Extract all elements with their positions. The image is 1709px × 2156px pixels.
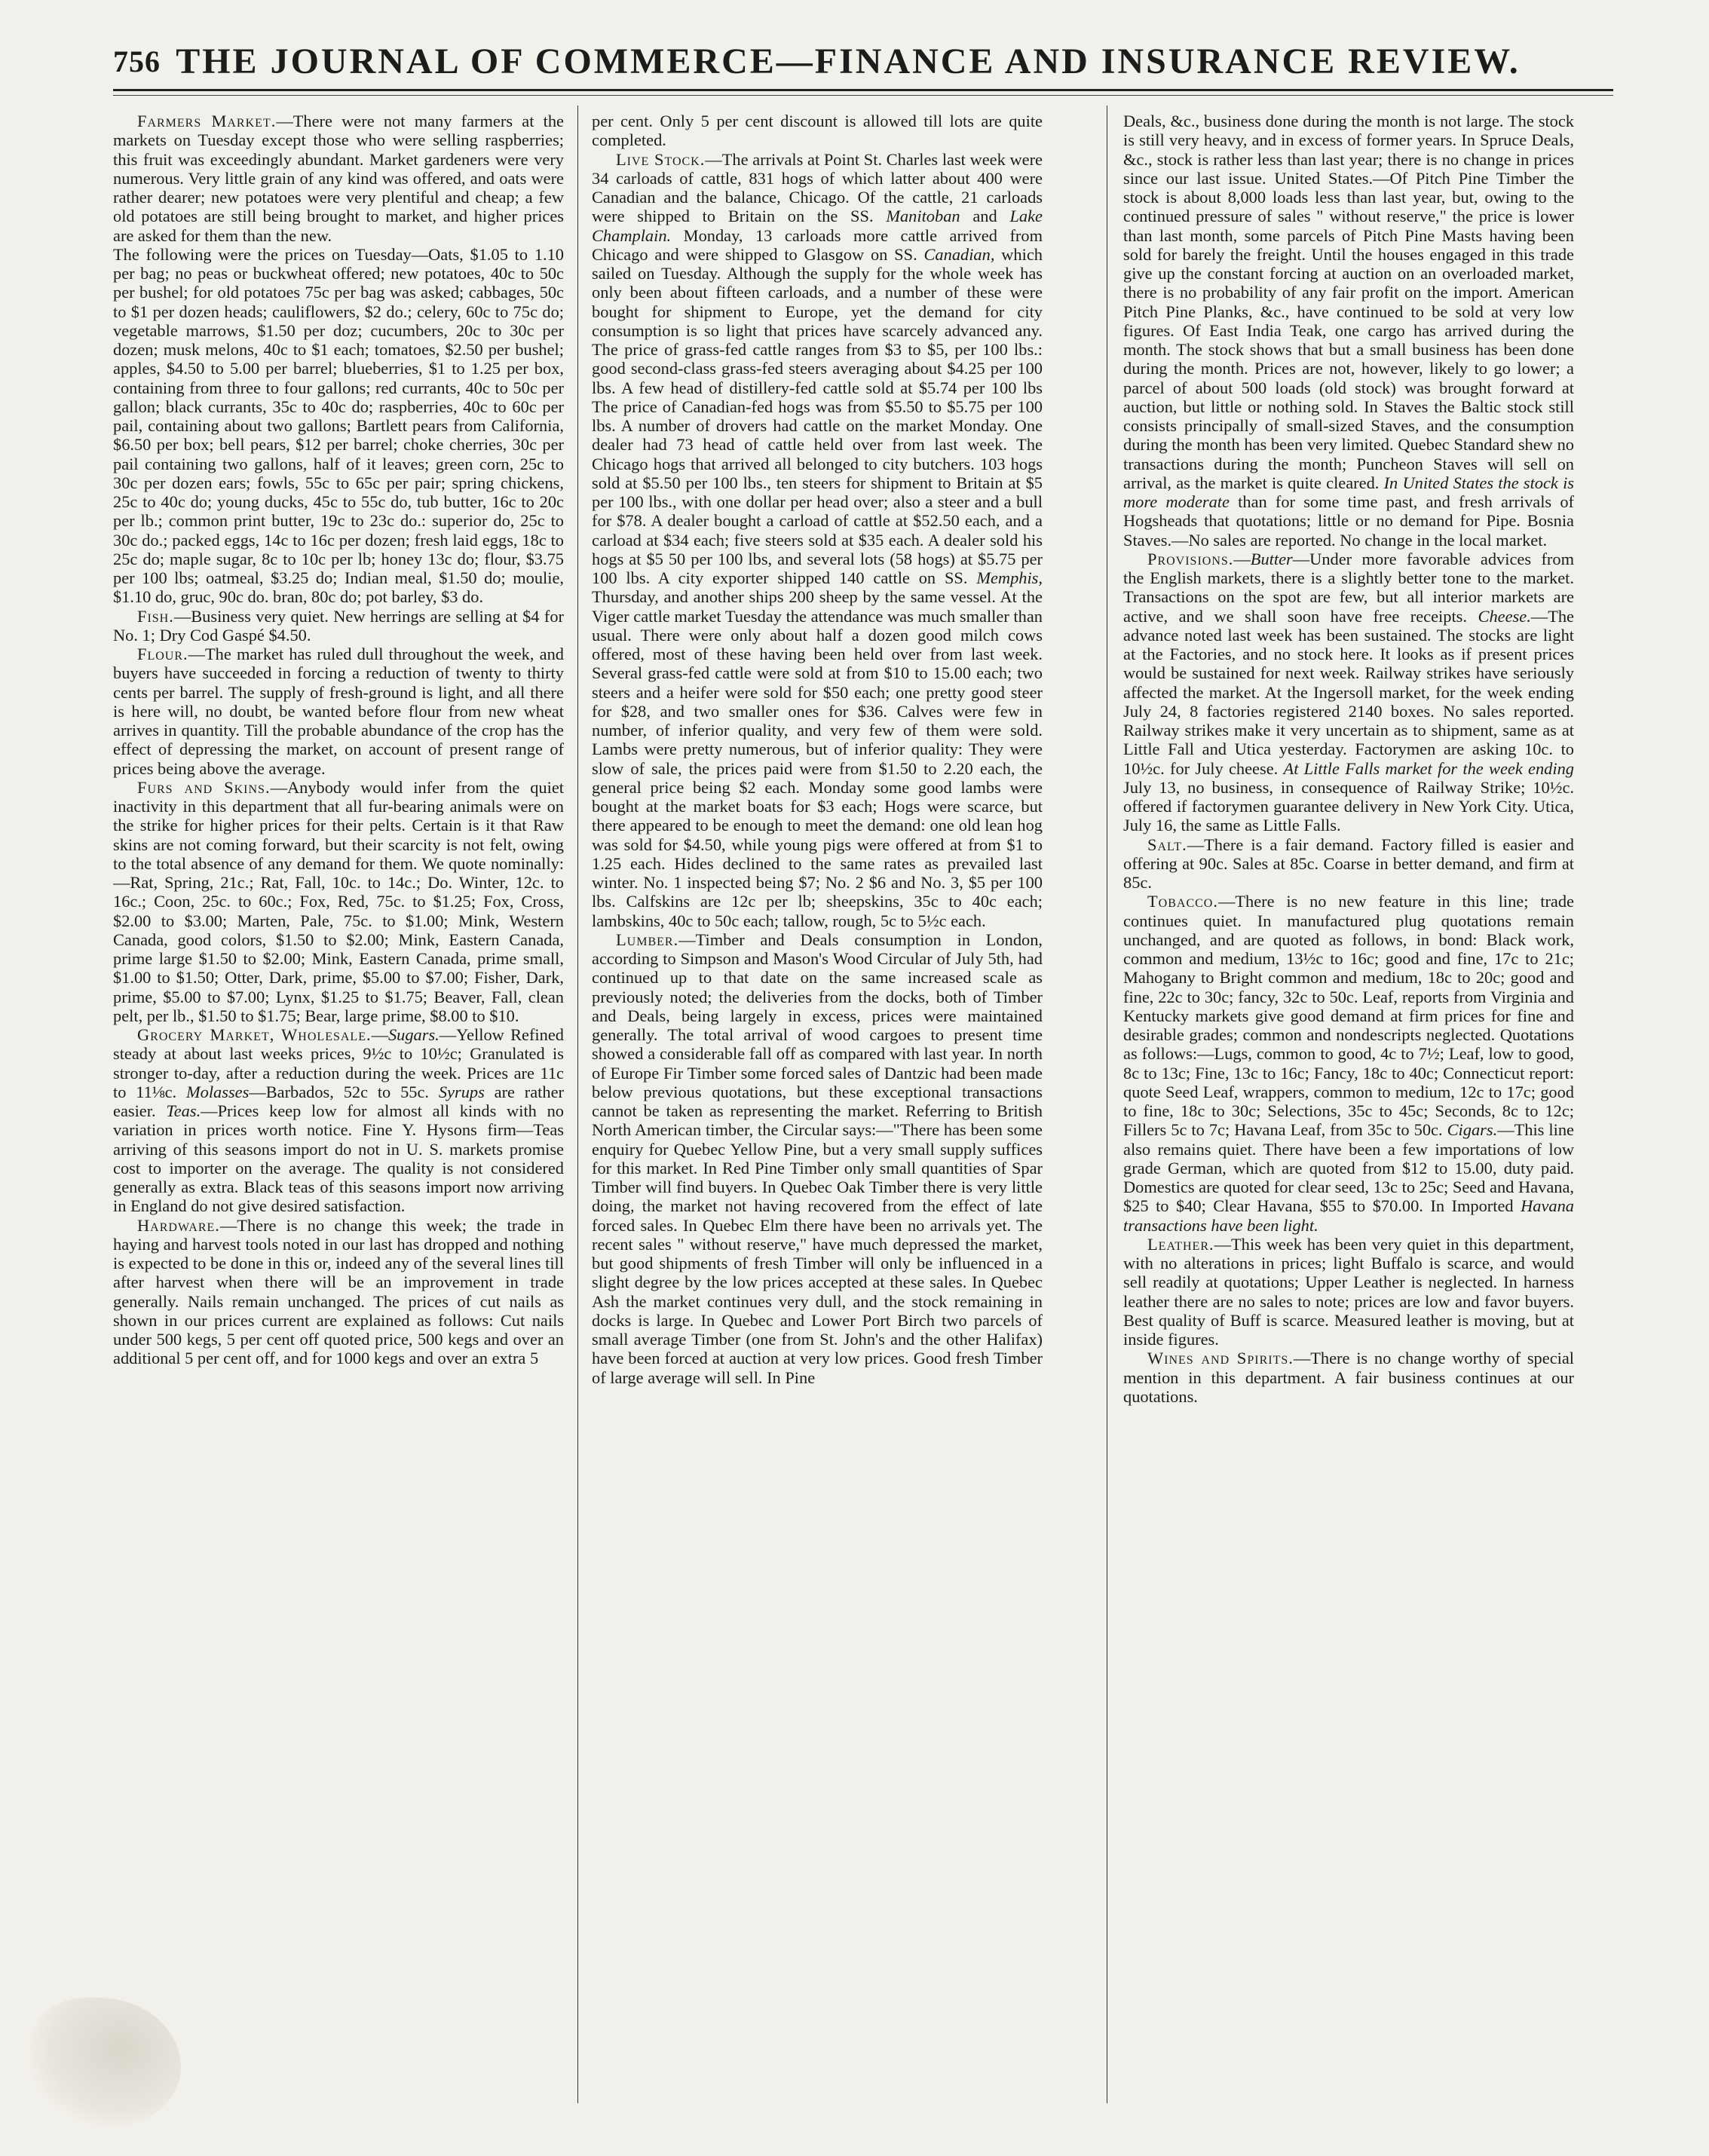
section-heading-tobacco: Tobacco. xyxy=(1147,892,1218,911)
article-live-stock: Live Stock.—The arrivals at Point St. Charles last week were 34 carloads of cattle, 831 hogs of which latter about 400 were Canadian and the balance, Chicago. Of the cattle, 21 carloads were shipped to Britain on the SS. Manitoban and Lake Champlain. Monday, 13 carloads more cattle arrived from Chicago and were shipped to Glasgow on SS. Canadian, which sailed on Tuesday. Although the supply for the whole week has only been about fifteen carloads, and a number of these were bought for shipment to Europe, yet the demand for city consumption is so light that prices have scarcely advanced any. The price of grass-fed cattle ranges from $3 to $5, per 100 lbs.: good second-class grass-fed steers averaging about $4.25 per 100 lbs. A few head of distillery-fed cattle sold at $5.74 per 100 lbs The price of Canadian-fed hogs was from $5.50 to $5.75 per 100 lbs. A number of drovers had cattle on the market Monday. One dealer had 73 head of cattle held over from last week. The Chicago hogs that arrived all belonged to city butchers. 103 hogs sold at $5.50 per 100 lbs., ten steers for shipment to Britain at $5 per 100 lbs., with one dollar per head over; also a steer and a bull for $78. A dealer bought a carload of cattle at $52.50 each, and a carload at $34 each; five steers sold at $35 each. A dealer sold his hogs at $5 50 per 100 lbs, and several lots (58 hogs) at $5.75 per 100 lbs. A city exporter shipped 140 cattle on SS. Memphis, Thursday, and another ships 200 sheep by the same vessel. At the Viger cattle market Tuesday the attendance was much smaller than usual. There were only about half a dozen good milch cows offered, most of these having been held over from last week. Several grass-fed cattle were sold at from $10 to 15.00 each; two steers and a heifer were sold for $50 each; one pretty good steer for $28, and two smaller ones for $36. Calves were few in number, of inferior quality, and very few of them were sold. Lambs were pretty numerous, but of inferior quality: They were slow of sale, the prices paid were from $1.50 to 2.20 each, the general price being $2 each. Monday some good lambs were bought at the market boats for $3 each; Hogs were scarce, but there appeared to be enough to meet the demand: one old lean hog was sold for $4.50, while young pigs were offered at from $1 to 1.25 each. Hides declined to the same rates as prevailed last winter. No. 1 inspected being $7; No. 2 $6 and No. 3, $5 per 100 lbs. Calfskins are 12c per lb; sheepskins, 35c to 40c each; lambskins, 40c to 50c each; tallow, rough, 5c to 5½c each. xyxy=(592,149,1043,930)
section-heading-fish: Fish. xyxy=(137,606,174,626)
section-heading-furs-and-skins: Furs and Skins. xyxy=(137,777,271,797)
running-title: THE JOURNAL OF COMMERCE—FINANCE AND INSURANCE REVIEW. xyxy=(176,41,1521,81)
column-2 xyxy=(592,112,1043,2102)
section-heading-salt: Salt. xyxy=(1147,835,1187,854)
paragraph-lumber-continued: Deals, &c., business done during the month is not large. The stock is still very heavy, and in excess of former years. In Spruce Deals, &c., stock is rather less than last year; there is no change in prices since our last issue. United States.—Of Pitch Pine Timber the stock is about 8,000 loads less than last year, but, owing to the continued pressure of sales " without reserve," the price is lower than last month, some parcels of Pitch Pine Masts having been sold for barely the freight. Until the houses engaged in this trade give up the constant forcing at auction on an overloaded market, there is no probability of any fair profit on the import. American Pitch Pine Planks, &c., have continued to be sold at very low figures. Of East India Teak, one cargo has arrived during the month. The stock shows that but a small business has been done during the month. Prices are not, however, likely to go lower; a parcel of about 500 loads (old stock) was brought forward at auction, but little or nothing sold. In Staves the Baltic stock still consists principally of small-sized Staves, and the consumption during the month has been very limited. Quebec Standard shew no transactions during the month; Puncheon Staves will sell on arrival, as the market is quite cleared. In United States the stock is more moderate than for some time past, and fresh arrivals of Hogsheads that quotations; little or no demand for Pipe. Bosnia Staves.—No sales are reported. No change in the local market. xyxy=(1123,112,1574,550)
section-heading-grocery-market: Grocery Market, Wholesale. xyxy=(137,1025,372,1044)
section-heading-lumber: Lumber. xyxy=(616,929,679,949)
article-furs-and-skins: Furs and Skins.—Anybody would infer from the quiet inactivity in this department that all fur-bearing animals were on the strike for higher prices for their pelts. Certain is it that Raw skins are not coming forward, but their scarcity is not felt, owing to the total absence of any demand for them. We quote nominally:—Rat, Spring, 21c.; Rat, Fall, 10c. to 14c.; Do. Winter, 12c. to 16c.; Coon, 25c. to 60c.; Fox, Red, 75c. to $1.25; Fox, Cross, $2.00 to $3.00; Marten, Pale, 75c. to $1.00; Mink, Western Canada, good colors, $1.50 to $2.00; Mink, Eastern Canada, prime large $1.50 to $2.00; Mink, Eastern Canada, prime small, $1.00 to $1.50; Otter, Dark, prime, $5.00 to $7.00; Fisher, Dark, prime, $5.00 to $7.00; Lynx, $1.25 to $1.75; Beaver, Fall, clean pelt, per lb., $1.50 to $1.75; Bear, large prime, $8.00 to $10. xyxy=(113,777,564,1025)
article-fish: Fish.—Business very quiet. New herrings are selling at $4 for No. 1; Dry Cod Gaspé $4.50. xyxy=(113,606,564,645)
article-wines-and-spirits: Wines and Spirits.—There is no change worthy of special mention in this department. A fair business continues at our quotations. xyxy=(1123,1349,1574,1406)
section-heading-wines-and-spirits: Wines and Spirits. xyxy=(1147,1349,1294,1368)
page-header xyxy=(83,30,1613,83)
column-rule-1 xyxy=(577,106,578,2103)
section-heading-leather: Leather. xyxy=(1147,1234,1214,1254)
article-hardware: Hardware.—There is no change this week; the trade in haying and harvest tools noted in our last has dropped and nothing is expected to be done in this or, indeed any of the several lines till after harvest when there will be an improvement in trade generally. Nails remain unchanged. The prices of cut nails as shown in our prices current are explained as follows: Cut nails under 500 kegs, 5 per cent off quoted price, 500 kegs and over an additional 5 per cent off, and for 1000 kegs and over an extra 5 xyxy=(113,1215,564,1368)
section-heading-live-stock: Live Stock. xyxy=(616,149,706,169)
article-tobacco: Tobacco.—There is no new feature in this line; trade continues quiet. In manufactured plug quotations remain unchanged, and are quoted as follows, in bond: Black work, common and medium, 13½c to 16c; good and fine, 17c to 21c; Mahogany to Bright common and medium, 18c to 20c; good and fine, 22c to 30c; fancy, 32c to 50c. Leaf, reports from Virginia and Kentucky markets give good demand at firm prices for fine and desirable grades; common and nondescripts neglected. Quotations as follows:—Lugs, common to good, 4c to 7½; Leaf, low to good, 8c to 13c; Fine, 13c to 16c; Fancy, 18c to 40c; Connecticut report: quote Seed Leaf, wrappers, common to medium, 12c to 17c; good to fine, 18c to 30c; Selections, 35c to 45c; Seconds, 8c to 12c; Fillers 5c to 7c; Havana Leaf, from 35c to 50c. Cigars.—This line also remains quiet. There have been a few importations of low grade German, which are quoted from $12 to 15.00, duty paid. Domestics are quoted for clear seed, 13c to 25c; Seed and Havana, $25 to $40; Clear Havana, $55 to $70.00. In Imported Havana transactions have been light. xyxy=(1123,892,1574,1235)
page-number: 756 xyxy=(113,44,161,78)
header-rule-thin xyxy=(113,95,1613,96)
article-grocery-market: Grocery Market, Wholesale.—Sugars.—Yellow Refined steady at about last weeks prices, 9½c to 10½c; Granulated is stronger to-day, after a reduction during the week. Prices are 11c to 11⅛c. Molasses—Barbados, 52c to 55c. Syrups are rather easier. Teas.—Prices keep low for almost all kinds with no variation in prices worth notice. Fine Y. Hysons firm—Teas arriving of this seasons import do not in U. S. markets promise cost to importer on the average. The quality is not considered generally as extra. Black teas of this seasons import now arriving in England do not give desired satisfaction. xyxy=(113,1025,564,1216)
header-rule xyxy=(113,89,1613,91)
article-lumber: Lumber.—Timber and Deals consumption in London, according to Simpson and Mason's Wood Circular of July 5th, had continued up to that date on the same increased scale as previously noted; the deliveries from the docks, both of Timber and Deals, being largely in excess, prices were maintained generally. The total arrival of wood cargoes to present time showed a considerable fall off as compared with last year. In north of Europe Fir Timber some forced sales of Dantzic had been made below previous quotations, but these exceptional transactions cannot be taken as representing the market. Referring to British North American timber, the Circular says:—"There has been some enquiry for Quebec Yellow Pine, but a very small supply suffices for this market. In Red Pine Timber only small quantities of Spar Timber will find buyers. In Quebec Oak Timber there is very little doing, the market not having recovered from the effect of late forced sales. In Quebec Elm there have been no arrivals yet. The recent sales " without reserve," have much depressed the market, but good shipments of fresh Timber will only be influenced in a slight degree by the low prices accepted at these sales. In Quebec Ash the market continues very dull, and the stock remaining in docks is large. In Quebec and Lower Port Birch two parcels of small average Timber (one from St. John's and the other Halifax) have been forced at auction at very low prices. Good fresh Timber of large average will sell. In Pine xyxy=(592,929,1043,1387)
section-heading-farmers-market: Farmers Market. xyxy=(137,112,277,130)
article-flour: Flour.—The market has ruled dull throughout the week, and buyers have succeeded in forcing a reduction of twenty to thirty cents per barrel. The supply of fresh-ground is light, and all there is here will, no doubt, be wanted before flour from new wheat arrives in quantity. Till the probable abundance of the crop has the effect of depressing the market, on account of present range of prices being above the average. xyxy=(113,645,564,778)
article-leather: Leather.—This week has been very quiet in this department, with no alterations in prices; light Buffalo is scarce, and would sell readily at quotations; Upper Leather is neglected. In harness leather there are no sales to note; prices are low and favor buyers. Best quality of Buff is scarce. Measured leather is moving, but at inside figures. xyxy=(1123,1234,1574,1349)
section-heading-flour: Flour. xyxy=(137,645,188,663)
article-farmers-market: Farmers Market.—There were not many farmers at the markets on Tuesday except those who were selling raspberries; this fruit was exceedingly abundant. Market gardeners were very numerous. Very little grain of any kind was offered, and oats were rather dearer; new potatoes were very plentiful and cheap; a few old potatoes are still being brought to market, and higher prices are asked for them than the new. xyxy=(113,112,564,245)
article-salt: Salt.—There is a fair demand. Factory filled is easier and offering at 90c. Sales at 85c. Coarse in better demand, and firm at 85c. xyxy=(1123,835,1574,892)
article-provisions: Provisions.—Butter—Under more favorable advices from the English markets, there is a slightly better tone to the market. Transactions on the spot are few, but all interior markets are active, and we shall soon have free receipts. Cheese.—The advance noted last week has been sustained. The stocks are light at the Factories, and no stock here. It looks as if present prices would be sustained for next week. Railway strikes have seriously affected the market. At the Ingersoll market, for the week ending July 24, 8 factories registered 2140 boxes. No sales reported. Railway strikes make it very uncertain as to shipment, same as at Little Fall and Utica yesterday. Factorymen are asking 10c. to 10½c. for July cheese. At Little Falls market for the week ending July 13, no business, in consequence of Railway Strike; 10½c. offered if factorymen guarantee delivery in New York City. Utica, July 16, the same as Little Falls. xyxy=(1123,549,1574,835)
column-3 xyxy=(1123,112,1574,2102)
column-1 xyxy=(113,112,564,2102)
section-heading-hardware: Hardware. xyxy=(137,1215,220,1235)
paragraph-hardware-continued: per cent. Only 5 per cent discount is allowed till lots are quite completed. xyxy=(592,112,1043,150)
section-heading-provisions: Provisions. xyxy=(1147,549,1234,568)
paragraph-market-prices: The following were the prices on Tuesday—Oats, $1.05 to 1.10 per bag; no peas or buckwheat offered; new potatoes, 40c to 50c per bushel; for old potatoes 75c per bag was asked; cabbages, 50c to $1 per dozen heads; cauliflowers, $2 do.; celery, 60c to 75c do; vegetable marrows, $1.50 per doz; cucumbers, 20c to 30c per dozen; musk melons, 40c to $1 each; tomatoes, $2.50 per bushel; apples, $4.50 to 5.00 per barrel; blueberries, $1 to 1.25 per box, containing from three to four gallons; red currants, 40c to 50c per gallon; black currants, 35c to 40c do; raspberries, 40c to 60c per pail, containing about two gallons; Bartlett pears from California, $6.50 per box; bell pears, $12 per barrel; choke cherries, 30c per pail containing two gallons, half of it leaves; green corn, 25c to 30c per dozen ears; fowls, 55c to 65c per pair; spring chickens, 25c to 40c do; young ducks, 45c to 55c do, tub butter, 16c to 20c per lb.; common print butter, 19c to 23c do.: superior do, 25c to 30c do.; packed eggs, 14c to 16c per dozen; fresh laid eggs, 18c to 25c do; maple sugar, 8c to 10c per lb; honey 13c do; flour, $3.75 per 100 lbs; oatmeal, $3.25 do; Indian meal, $1.50 do; moulie, $1.10 do, gruc, 90c do. bran, 80c do; pot barley, $3 do. xyxy=(113,244,564,607)
